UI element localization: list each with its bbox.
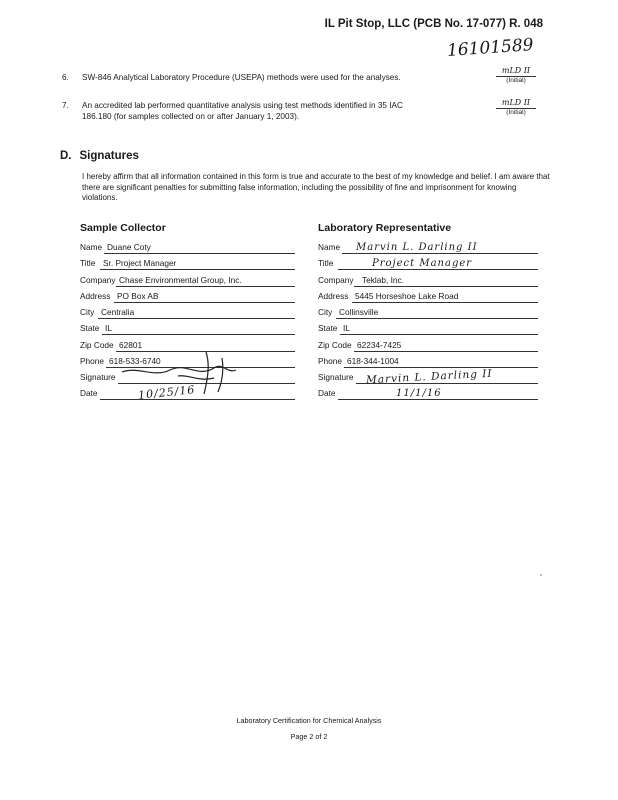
item-text: An accredited lab performed quantitative analysis using test methods identified in 35 IAC 186.180 (for samples collected on or after January 1, 2003). [82,101,403,121]
collector-state: IL [105,323,112,333]
collector-zip: 62801 [119,340,143,350]
field-label: City [80,307,95,317]
field-label: Zip Code [318,340,352,350]
field-line [340,322,538,335]
collector-name-row [80,240,295,254]
field-label: Date [318,388,336,398]
certification-item-7 [62,100,482,124]
collector-signature-scribble [118,348,268,400]
field-label: Address [318,291,349,301]
collector-city-row [80,305,295,319]
lab-rep-title: Project Manager [372,258,473,269]
section-letter: D. [60,150,72,162]
collector-address-row [80,289,295,303]
field-label: Name [318,242,341,252]
collector-company: Chase Environmental Group, Inc. [119,275,242,285]
field-label: Signature [80,372,116,382]
sample-collector-heading: Sample Collector [80,222,166,234]
section-heading [60,150,139,162]
signature-stroke [122,366,236,373]
collector-title: Sr. Project Manager [103,258,177,268]
lab-title-row [318,256,538,270]
signature-stroke [178,376,214,379]
field-label: Company [318,275,354,285]
field-label: Company [80,275,116,285]
lab-rep-zip: 62234-7425 [357,340,402,350]
lab-state-row [318,321,538,335]
item-6-initial-box [496,66,536,84]
lab-rep-city: Collinsville [339,307,379,317]
lab-rep-phone: 618-344-1004 [347,356,399,366]
item-7-initial-box [496,98,536,116]
field-label: State [318,323,338,333]
field-label: Zip Code [80,340,114,350]
lab-rep-date: 11/1/16 [396,388,442,399]
collector-state-row [80,321,295,335]
initial-label: (Initial) [506,77,526,84]
item-6-initials: mLD II [496,66,536,77]
certification-item-6 [62,72,482,84]
affirmation-paragraph: I hereby affirm that all information contained in this form is true and accurate to the best of my knowledge and belief. I am aware that there are significant penalties for submitting false information, including the possibility of fine and imprisonment for knowing violations. [82,172,550,202]
lab-rep-signature: Marvin L. Darling II [365,367,493,387]
item-number: 7. [62,101,69,110]
lab-rep-name: Marvin L. Darling II [356,242,478,253]
handwritten-document-number: 16101589 [446,35,535,61]
field-label: Address [80,291,111,301]
section-title: Signatures [79,150,139,162]
field-label: Name [80,242,103,252]
collector-city: Centralia [101,307,135,317]
item-7-initials: mLD II [496,98,536,109]
item-text: SW-846 Analytical Laboratory Procedure (USEPA) methods were used for the analyses. [82,73,401,82]
document-header: IL Pit Stop, LLC (PCB No. 17-077) R. 048 [324,18,543,30]
field-label: Phone [80,356,104,366]
footer-form-title: Laboratory Certification for Chemical Analysis [236,716,382,725]
lab-name-row [318,240,538,254]
lab-company-row [318,273,538,287]
lab-signature-row [318,367,538,387]
collector-company-row [80,273,295,287]
scan-speck [540,574,542,576]
field-label: Signature [318,372,354,382]
field-label: City [318,307,333,317]
initial-label: (Initial) [506,109,526,116]
lab-city-row [318,305,538,319]
lab-address-row [318,289,538,303]
signature-stroke [218,358,223,392]
collector-phone: 618-533-6740 [109,356,161,366]
field-label: State [80,323,100,333]
item-number: 6. [62,73,69,82]
field-line [102,322,295,335]
lab-representative-heading: Laboratory Representative [318,222,452,234]
lab-date-row [318,386,538,400]
signature-stroke [204,352,208,394]
lab-rep-state: IL [343,323,350,333]
lab-phone-row [318,354,538,368]
lab-rep-address: 5445 Horseshoe Lake Road [355,291,459,301]
collector-address: PO Box AB [117,291,159,301]
collector-title-row [80,256,295,270]
footer-page-number: Page 2 of 2 [290,732,328,741]
field-label: Date [80,388,98,398]
lab-rep-company: Teklab, Inc. [362,275,404,285]
field-label: Title [80,258,96,268]
collector-name: Duane Coty [107,242,151,252]
field-label: Phone [318,356,342,366]
field-label: Title [318,258,334,268]
lab-zip-row [318,338,538,352]
collector-date: 10/25/16 [137,383,196,402]
